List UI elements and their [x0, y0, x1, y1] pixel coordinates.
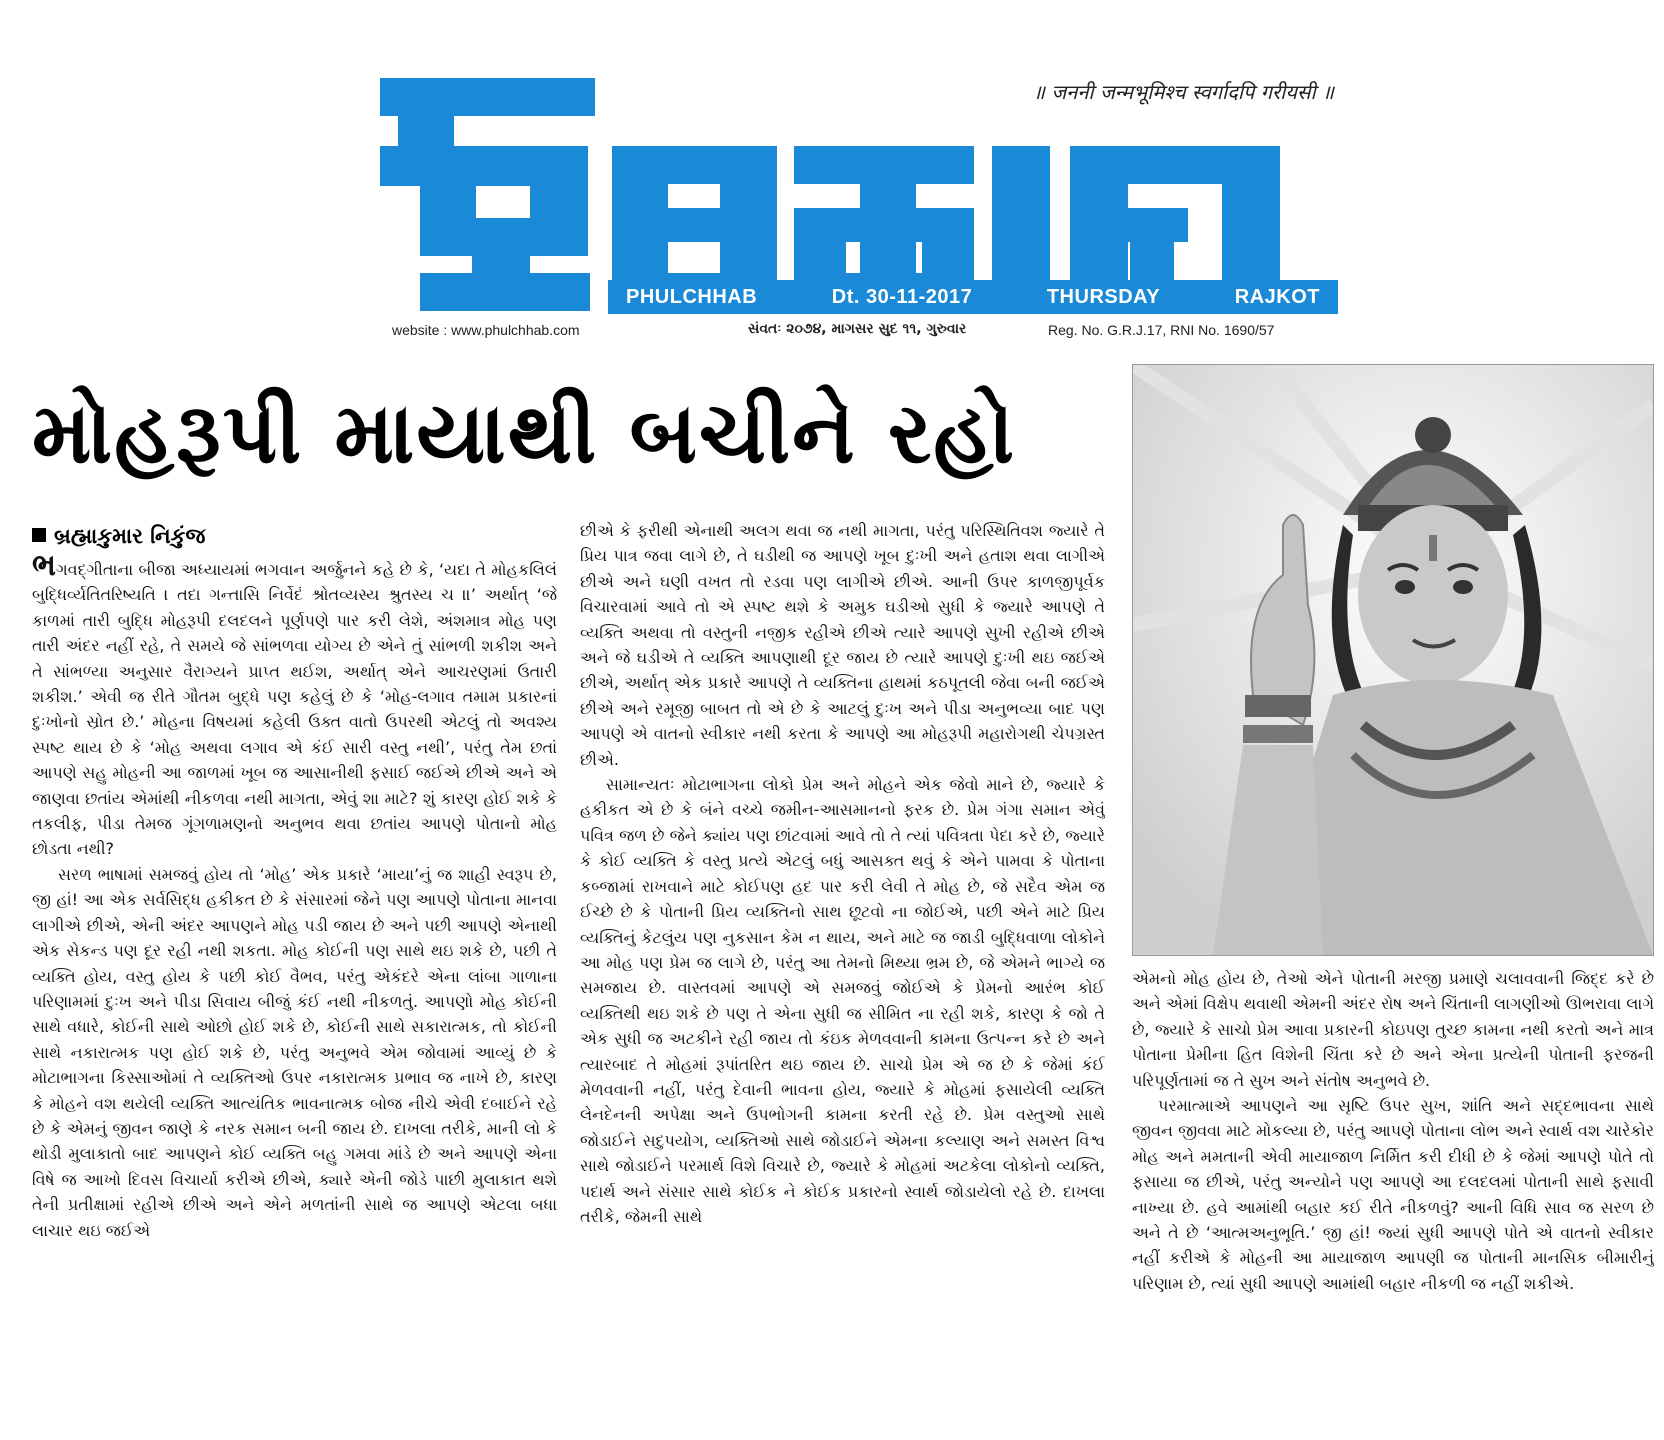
masthead-motto: ॥ जननी जन्मभूमिश्च स्वर्गादपि गरीयसी ॥	[1033, 80, 1334, 104]
article-column-1	[32, 556, 557, 1428]
paragraph: એમનો મોહ હોય છે, તેઓ એને પોતાની મરજી પ્રમાણે ચલાવવાની જિદ્દ કરે છે અને એમાં વિક્ષેપ થવાથી એમની અંદર રોષ અને ચિંતાની લાગણીઓ ઊભરાવા લાગે છે, જ્યારે કે સાચો પ્રેમ આવા પ્રકારની કોઇપણ તુચ્છ કામના નથી કરતો અને માત્ર પોતાના પ્રેમીના હિત વિશેની ચિંતા કરે છે અને એના પ્રત્યેની પોતાની ફરજની પરિપૂર્ણતામાં જ તે સુખ અને સંતોષ અનુભવે છે.	[1132, 969, 1654, 1090]
paragraph: છીએ કે ફરીથી એનાથી અલગ થવા જ નથી માગતા, પરંતુ પરિસ્થિતિવશ જ્યારે તે પ્રિય પાત્ર જવા લાગે છે, તે ઘડીથી જ આપણે ખૂબ દુઃખી અને હતાશ થવા લાગીએ છીએ અને ઘણી વખત તો રડવા પણ લાગીએ છીએ. આની ઉપર કાળજીપૂર્વક વિચારવામાં આવે તો એ સ્પષ્ટ થશે કે અમુક ઘડીઓ સુધી કે જ્યારે આપણે તે વ્યક્તિ અથવા તો વસ્તુની નજીક રહીએ છીએ ત્યારે આપણે સુખી રહીએ છીએ અને જે ઘડીએ તે વ્યક્તિ આપણાથી દૂર જાય છે ત્યારે આપણે દુઃખી થઇ જઈએ છીએ, અર્થાત્ એક પ્રકારે આપણે તે વ્યક્તિના હાથમાં કઠપૂતલી જેવા બની જઈએ છીએ અને રમૂજી બાબત તો એ છે કે આટલું દુઃખ અને પીડા અનુભવ્યા બાદ પણ આપણે એ વાતનો સ્વીકાર નથી કરતા કે આપણે આ મોહરૂપી મહારોગથી ચેપગ્રસ્ત છીએ.	[580, 521, 1105, 769]
issue-day: THURSDAY	[1046, 285, 1161, 308]
issue-city: RAJKOT	[1234, 285, 1320, 308]
byline-square-icon	[32, 528, 46, 542]
issue-date: Dt. 30-11-2017	[831, 285, 973, 308]
registration-number: Reg. No. G.R.J.17, RNI No. 1690/57	[1048, 322, 1275, 338]
paragraph: સામાન્યતઃ મોટાભાગના લોકો પ્રેમ અને મોહને એક જેવો માને છે, જ્યારે કે હકીકત એ છે કે બંને વચ્ચે જમીન-આસમાનનો ફરક છે. પ્રેમ ગંગા સમાન એવું પવિત્ર જળ છે જેને ક્યાંય પણ છાંટવામાં આવે તો તે ત્યાં પવિત્રતા પેદા કરે છે, જ્યારે કે કોઈ વ્યક્તિ કે વસ્તુ પ્રત્યે એટલું બધું આસક્ત થવું કે એને પામવા કે પોતાના કબ્જામાં રાખવાને માટે કોઈપણ હદ પાર કરી લેવી તે મોહ છે, જે સદૈવ એમ જ ઈચ્છે છે કે પોતાની પ્રિય વ્યક્તિનો સાથ છૂટવો ના જોઈએ, પછી એને માટે પ્રિય વ્યક્તિનું કેટલુંય પણ નુકસાન કેમ ન થાય, અને માટે જ જાડી બુદ્ધિવાળા લોકોને આ મોહ પણ પ્રેમ જ લાગે છે, પરંતુ આ તેમનો મિથ્યા ભ્રમ છે, જે એમને ભાગ્યે જ સમજાય છે. વાસ્તવમાં આપણે એ સમજવું જોઈએ કે પ્રેમનો આરંભ કોઈ વ્યક્તિથી થઇ શકે છે પણ તે એના સુધી જ સીમિત ના રહી શકે, કારણ કે જો તે એક સુધી જ અટકીને રહી જાય તો કંઇક મેળવવાની કામના ઉત્પન્ન કરે છે અને ત્યારબાદ તે મોહમાં રૂપાંતરિત થઇ જાય છે. સાચો પ્રેમ એ જ છે કે જેમાં કંઈ મેળવવાની નહીં, પરંતુ દેવાની ભાવના હોય, જ્યારે કે મોહમાં ફસાયેલી વ્યક્તિ લેનદેનની અપેક્ષા અને ઉપભોગની કામના કરતી રહે છે. પ્રેમ વસ્તુઓ સાથે જોડાઈને સદુપયોગ, વ્યક્તિઓ સાથે જોડાઈને એમના કલ્યાણ અને સમસ્ત વિશ્વ સાથે જોડાઈને પરમાર્થ વિશે વિચારે છે, જ્યારે કે મોહમાં અટકેલા લોકોનો વ્યક્તિ, પદાર્થ અને સંસાર સાથે કોઈક ને કોઈક પ્રકારનો સ્વાર્થ જોડાયેલો રહે છે. દાખલા તરીકે, જેમની સાથે	[580, 775, 1105, 1226]
website-link[interactable]: website : www.phulchhab.com	[392, 322, 580, 338]
dropcap: ભ	[32, 556, 56, 583]
byline-author: બ્રહ્માકુમાર નિકુંજ	[54, 524, 206, 548]
samvat-date: સંવતઃ ૨૦૭૪, માગસર સુદ ૧૧, ગુરુવાર	[748, 321, 967, 337]
paper-name: PHULCHHAB	[626, 285, 758, 308]
paragraph: પરમાત્માએ આપણને આ સૃષ્ટિ ઉપર સુખ, શાંતિ અને સદ્દભાવના સાથે જીવન જીવવા માટે મોકલ્યા છે, પરંતુ આપણે પોતાના લોભ અને સ્વાર્થ વશ ચારેકોર મોહ અને મમતાની એવી માયાજાળ નિર્મિત કરી દીધી છે કે જેમાં આપણે પોતે તો ફસાયા જ છીએ, પરંતુ અન્યોને પણ આપણે આ દલદલમાં પોતાની સાથે ફસાવી નાખ્યા છે. હવે આમાંથી બહાર કઈ રીતે નીકળવું? આની વિધિ સાવ જ સરળ છે અને તે છે ‘આત્મઅનુભૂતિ.’ જી હાં! જ્યાં સુધી આપણે પોતે એ વાતનો સ્વીકાર નહીં કરીએ કે મોહની આ માયાજાળ આપણી જ પોતાની માનસિક બીમારીનું પરિણામ છે, ત્યાં સુધી આપણે આમાંથી બહાર નીકળી જ નહીં શકીએ.	[1132, 1096, 1654, 1293]
masthead-info-bar	[608, 280, 1338, 314]
article-byline	[32, 524, 205, 549]
article-column-2	[580, 518, 1105, 1430]
paragraph: સરળ ભાષામાં સમજવું હોય તો ‘મોહ’ એક પ્રકારે ‘માયા’નું જ શાહી સ્વરૂપ છે, જી હાં! આ એક સર્વસિદ્ધ હકીકત છે કે સંસારમાં જેને પણ આપણે પોતાના માનવા લાગીએ છીએ, એની અંદર આપણને મોહ પડી જાય છે અને પછી આપણે એનાથી એક સેકન્ડ પણ દૂર રહી નથી શકતા. મોહ કોઈની પણ સાથે થઇ શકે છે, પછી તે વ્યક્તિ હોય, વસ્તુ હોય કે પછી કોઈ વૈભવ, પરંતુ એકંદરે એના લાંબા ગાળાના પરિણામમાં દુઃખ અને પીડા સિવાય બીજું કંઈ નથી નીકળતું. આપણો મોહ કોઈની સાથે વધારે, કોઈની સાથે ઓછો હોઈ શકે છે, કોઈની સાથે સકારાત્મક, તો કોઈની સાથે નકારાત્મક પણ હોઈ શકે છે, પરંતુ અનુભવે એમ જોવામાં આવ્યું છે કે મોટાભાગના કિસ્સાઓમાં તે વ્યક્તિઓ ઉપર નકારાત્મક પ્રભાવ જ નાખે છે, કારણ કે મોહને વશ થયેલી વ્યક્તિ આત્યંતિક ભાવનાત્મક બોજ નીચે એવી દબાઈને રહે છે કે એમનું જીવન જાણે કે નરક સમાન બની જાય છે. દાખલા તરીકે, માની લો કે થોડી મુલાકાતો બાદ આપણને કોઈ વ્યક્તિ બહુ ગમવા માંડે છે અને આપણે એના વિષે જ આખો દિવસ વિચાર્યા કરીએ છીએ, ક્યારે એની જોડે પાછી મુલાકાત થશે તેની પ્રતીક્ષામાં રહીએ છીએ અને એને મળતાંની સાથે જ આપણે એટલા બધા લાચાર થઇ જઈએ	[32, 864, 557, 1240]
krishna-photo	[1132, 364, 1654, 956]
article-headline: મોહરૂપી માયાથી બચીને રહો	[32, 384, 1017, 482]
article-column-3	[1132, 966, 1654, 1432]
krishna-illustration-icon	[1133, 365, 1653, 955]
paragraph: ભગવદ્‌ગીતાના બીજા અધ્યાયમાં ભગવાન અર્જુનને કહે છે કે, ‘યદા તે મોહકલિલં બુદ્ધિર્વ્યતિતરિષ્યતિ । તદા ગન્તાસિ નિર્વેદં શ્રોતવ્યસ્ય શ્રુતસ્ય ચ ॥’ અર્થાત્ ‘જે કાળમાં તારી બુદ્ધિ મોહરૂપી દલદલને પૂર્ણપણે પાર કરી લેશે, અંશમાત્ર મોહ પણ તારી અંદર નહીં રહે, તે સમયે જે સાંભળવા યોગ્ય છે એને તું સાંભળી શકીશ અને તે સાંભળ્યા અનુસાર વૈરાગ્યને પ્રાપ્ત થઈશ, અર્થાત્ એને આચરણમાં ઉતારી શકીશ.’ એવી જ રીતે ગૌતમ બુદ્ધે પણ કહેલું છે કે ‘મોહ-લગાવ તમામ પ્રકારનાં દુઃખોનો સ્રોત છે.’ મોહના વિષયમાં કહેલી ઉક્ત વાતો ઉપરથી એટલું તો અવશ્ય સ્પષ્ટ થાય છે કે ‘મોહ અથવા લગાવ એ કંઈ સારી વસ્તુ નથી’, પરંતુ તેમ છતાં આપણે સહુ મોહની આ જાળમાં ખૂબ જ આસાનીથી ફસાઈ જઈએ છીએ અને એ જાણવા છતાંય એમાંથી નીકળવા નથી માગતા, એવું શા માટે? શું કારણ હોઈ શકે કે તકલીફ, પીડા તેમજ ગૂંગળામણનો અનુભવ થવા છતાંય આપણે પોતાનો મોહ છોડતા નથી?	[32, 556, 557, 862]
logo-glyphs	[380, 78, 1280, 311]
